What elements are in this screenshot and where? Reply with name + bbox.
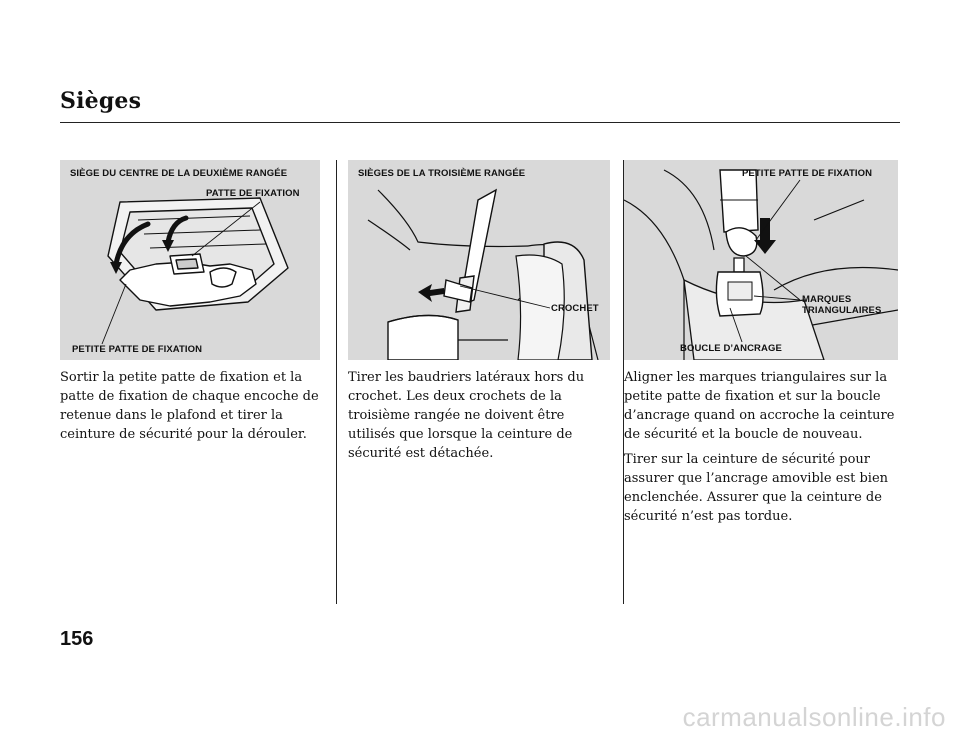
paragraph: Tirer les baudriers latéraux hors du crochet. Les deux crochets de la troisième rangée ne doivent être utilisés que lorsque la ceinture de sécurité est détachée.	[348, 370, 585, 461]
paragraph: Aligner les marques triangulaires sur la petite patte de fixation et sur la boucle d’ancrage quand on accroche la ceinture de sécurité et la boucle de nouveau.	[624, 370, 895, 442]
figure-caption: SIÈGES DE LA TROISIÈME RANGÉE	[358, 168, 526, 179]
label-small-tab: PETITE PATTE DE FIXATION	[72, 344, 203, 355]
figure-third-row-seats	[348, 160, 610, 360]
section-title: Sièges	[60, 88, 142, 114]
figure-second-row-center-seat	[60, 160, 320, 360]
paragraph: Tirer sur la ceinture de sécurité pour assurer que l’ancrage amovible est bien enclenchée. Assurer que la ceinture de sécurité n’est pas tordue.	[624, 452, 889, 524]
title-rule	[60, 122, 900, 123]
page-number: 156	[60, 628, 94, 650]
column-divider	[336, 160, 337, 604]
paragraph: Sortir la petite patte de fixation et la patte de fixation de chaque encoche de retenue dans le plafond et tirer la ceinture de sécurité pour la dérouler.	[60, 370, 319, 442]
label-tab: PATTE DE FIXATION	[206, 188, 300, 199]
figure-anchor-buckle	[624, 160, 898, 360]
label-buckle: BOUCLE D’ANCRAGE	[680, 343, 782, 354]
illustration-hook	[348, 160, 610, 360]
figure-caption: SIÈGE DU CENTRE DE LA DEUXIÈME RANGÉE	[70, 168, 288, 179]
label-triangular-marks-line1: MARQUES	[802, 294, 852, 305]
label-small-tab: PETITE PATTE DE FIXATION	[742, 168, 873, 179]
label-triangular-marks-line2: TRIANGULAIRES	[802, 305, 882, 316]
illustration-buckle	[624, 160, 898, 360]
watermark: carmanualsonline.info	[682, 702, 946, 732]
label-hook: CROCHET	[551, 303, 599, 314]
